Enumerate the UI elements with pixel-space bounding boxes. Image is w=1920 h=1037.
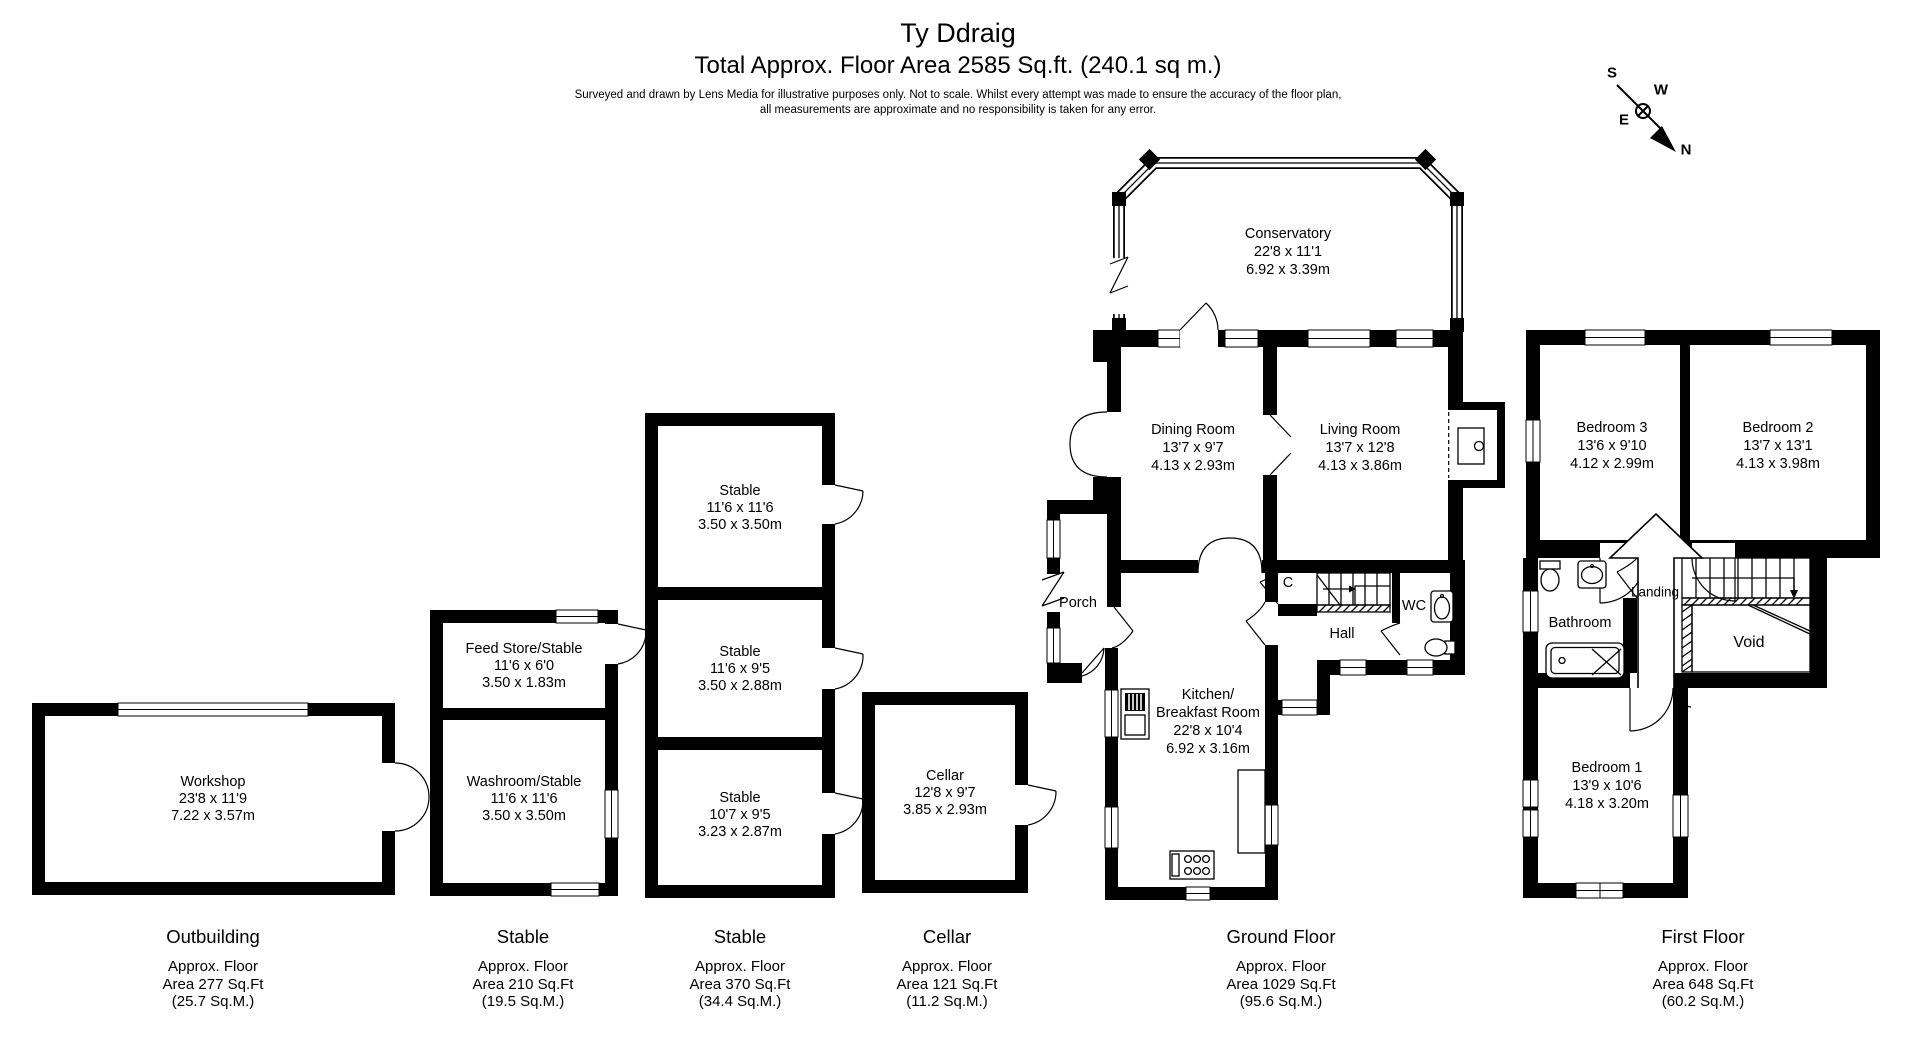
room-label-stable-top: Stable 11'6 x 11'6 3.50 x 3.50m: [698, 483, 782, 533]
room-label-washroom: Washroom/Stable 11'6 x 11'6 3.50 x 3.50m: [466, 774, 582, 824]
room-label-void: Void: [1733, 634, 1765, 651]
room-label-dining-room: Dining Room 13'7 x 9'7 4.13 x 2.93m: [1151, 422, 1235, 474]
room-label-kitchen: Kitchen/ Breakfast Room 22'8 x 10'4 6.92 x 3.16m: [1156, 687, 1260, 757]
compass-south-label: S: [1606, 64, 1618, 82]
room-label-bedroom-2: Bedroom 2 13'7 x 13'1 4.13 x 3.98m: [1736, 420, 1820, 472]
staircase-icon: [1682, 558, 1810, 605]
toilet-icon: [1425, 639, 1455, 656]
room-label-feed-store: Feed Store/Stable 11'6 x 6'0 3.50 x 1.83m: [465, 641, 583, 691]
room-label-conservatory: Conservatory 22'8 x 11'1 6.92 x 3.39m: [1244, 226, 1332, 278]
door-icon: [618, 624, 646, 664]
room-label-cellar: Cellar 12'8 x 9'7 3.85 x 2.93m: [903, 768, 987, 818]
room-label-hall: Hall: [1329, 626, 1355, 642]
fridge-icon: [1121, 689, 1149, 739]
room-label-porch: Porch: [1059, 595, 1097, 611]
room-label-bedroom-1: Bedroom 1 13'9 x 10'6 4.18 x 3.20m: [1565, 760, 1649, 812]
room-label-landing: Landing: [1630, 584, 1680, 600]
bathtub-icon: [1546, 643, 1624, 678]
caption-stable-small: Stable Approx. Floor Area 210 Sq.Ft (19.5 Sq.M.): [472, 926, 574, 1010]
stove-icon: [1170, 851, 1214, 879]
room-label-stable-bottom: Stable 10'7 x 9'5 3.23 x 2.87m: [698, 790, 782, 840]
room-label-stable-middle: Stable 11'6 x 9'5 3.50 x 2.88m: [698, 644, 782, 694]
compass-north-label: N: [1680, 141, 1692, 159]
caption-stable-large: Stable Approx. Floor Area 370 Sq.Ft (34.4 Sq.M.): [689, 926, 791, 1010]
fireplace-icon: [1448, 402, 1505, 488]
caption-first-floor: First Floor Approx. Floor Area 648 Sq.Ft (60.2 Sq.M.): [1652, 926, 1754, 1010]
staircase-icon: [1317, 573, 1390, 612]
double-door-icon: [395, 763, 429, 831]
compass-west-label: W: [1653, 81, 1669, 99]
counter-icon: [1238, 770, 1265, 853]
door-icon: [1028, 785, 1056, 825]
page-title: Ty Ddraig: [900, 18, 1016, 48]
disclaimer-line-1: Surveyed and drawn by Lens Media for illustrative purposes only. Not to scale. Whilst every attempt was made to ensure the accuracy of the floor plan,: [574, 89, 1342, 101]
room-label-bathroom: Bathroom: [1548, 615, 1612, 631]
room-label-workshop: Workshop 23'8 x 11'9 7.22 x 3.57m: [171, 774, 255, 824]
caption-cellar: Cellar Approx. Floor Area 121 Sq.Ft (11.2 Sq.M.): [896, 926, 998, 1010]
total-area-subtitle: Total Approx. Floor Area 2585 Sq.ft. (240.1 sq m.): [694, 52, 1222, 79]
room-label-living-room: Living Room 13'7 x 12'8 4.13 x 3.86m: [1318, 422, 1402, 474]
compass-east-label: E: [1618, 111, 1630, 129]
room-label-wc: WC: [1401, 598, 1427, 614]
toilet-icon: [1540, 561, 1560, 591]
caption-outbuilding: Outbuilding Approx. Floor Area 277 Sq.Ft (25.7 Sq.M.): [162, 926, 264, 1010]
disclaimer-line-2: all measurements are approximate and no responsibility is taken for any error.: [759, 104, 1157, 116]
french-door-icon: [1070, 412, 1107, 477]
room-label-cupboard: C: [1282, 575, 1294, 591]
sink-icon: [1431, 591, 1453, 622]
sink-icon: [1578, 561, 1606, 588]
room-label-bedroom-3: Bedroom 3 13'6 x 9'10 4.12 x 2.99m: [1570, 420, 1654, 472]
door-icon: [835, 485, 863, 834]
caption-ground-floor: Ground Floor Approx. Floor Area 1029 Sq.Ft (95.6 Sq.M.): [1226, 926, 1336, 1010]
